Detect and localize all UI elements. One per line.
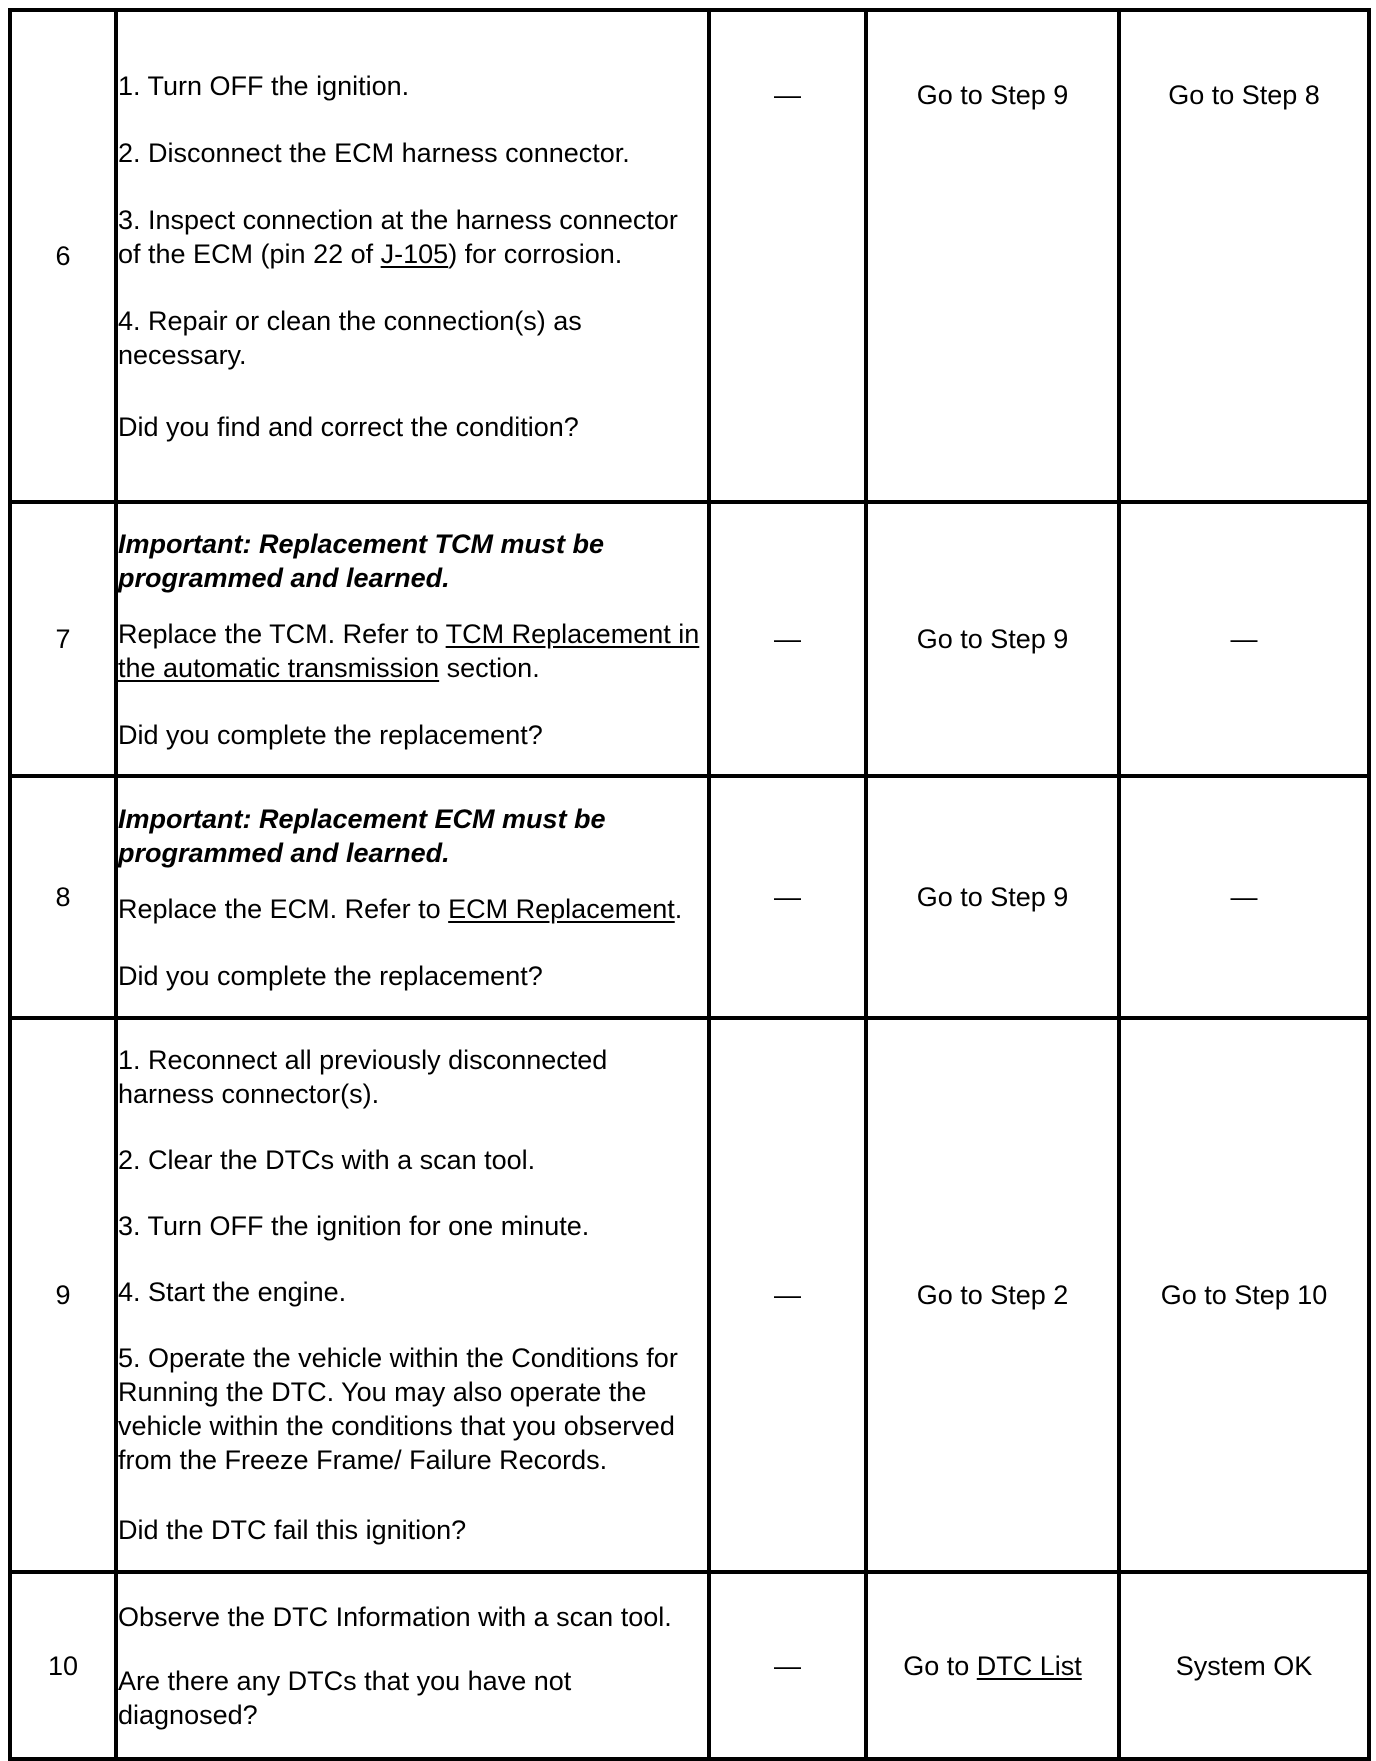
question: Did the DTC fail this ignition? [118,1515,467,1545]
ecm-replacement-link[interactable]: ECM Replacement [448,893,675,924]
yes-cell: Go to Step 2 [866,1018,1119,1572]
instruction: 2. Clear the DTCs with a scan tool. [118,1145,536,1175]
j-105-link[interactable]: J-105 [380,238,449,269]
action-cell [116,1018,709,1572]
step-number: 8 [10,776,116,1018]
instruction: Observe the DTC Information with a scan tool. [118,1601,672,1632]
value-cell: — [709,502,866,776]
tcm-replacement-link[interactable]: TCM Replacement in the automatic transmission [118,618,700,683]
no-cell: Go to Step 8 [1119,10,1369,502]
diagnostic-steps-table [8,8,1371,1761]
instruction: 5. Operate the vehicle within the Conditions for Running the DTC. You may also operate the vehicle within the conditions that you observed from the Freeze Frame/ Failure Records. [118,1343,678,1475]
no-cell: Go to Step 10 [1119,1018,1369,1572]
instruction: 4. Repair or clean the connection(s) as necessary. [118,305,582,370]
yes-cell: Go to Step 9 [866,502,1119,776]
table-row [10,502,1369,776]
step-number: 9 [10,1018,116,1572]
value-cell: — [709,776,866,1018]
yes-cell: Go to Step 9 [866,776,1119,1018]
important-note: Important: Replacement TCM must be programmed and learned. [118,528,605,593]
step-number: 10 [10,1572,116,1759]
instruction: 1. Reconnect all previously disconnected harness connector(s). [118,1045,608,1109]
no-cell: — [1119,776,1369,1018]
table-row [10,776,1369,1018]
question: Did you complete the replacement? [118,960,543,991]
dtc-list-link[interactable]: DTC List [976,1650,1082,1681]
question: Did you find and correct the condition? [118,411,579,442]
action-cell [116,1572,709,1759]
step-number: 7 [10,502,116,776]
table-row [10,1018,1369,1572]
action-cell [116,502,709,776]
important-note: Important: Replacement ECM must be programmed and learned. [118,803,606,868]
table-row [10,10,1369,502]
value-cell: — [709,10,866,502]
yes-cell: Go to Step 9 [866,10,1119,502]
question: Did you complete the replacement? [118,719,543,750]
instruction: 3. Inspect connection at the harness connector of the ECM (pin 22 of J-105) for corrosion. [118,204,678,269]
value-cell: — [709,1572,866,1759]
instruction: 4. Start the engine. [118,1277,347,1307]
instruction: Replace the TCM. Refer to TCM Replacement in the automatic transmission section. [118,618,700,683]
question: Are there any DTCs that you have not diagnosed? [118,1665,572,1730]
action-cell [116,776,709,1018]
no-cell: System OK [1119,1572,1369,1759]
instruction: 1. Turn OFF the ignition. [118,70,410,101]
action-cell [116,10,709,502]
value-cell: — [709,1018,866,1572]
step-number: 6 [10,10,116,502]
no-cell: — [1119,502,1369,776]
instruction: 2. Disconnect the ECM harness connector. [118,137,630,168]
instruction: Replace the ECM. Refer to ECM Replacement. [118,893,683,924]
yes-cell: Go to DTC List [866,1572,1119,1759]
table-row [10,1572,1369,1759]
instruction: 3. Turn OFF the ignition for one minute. [118,1211,590,1241]
